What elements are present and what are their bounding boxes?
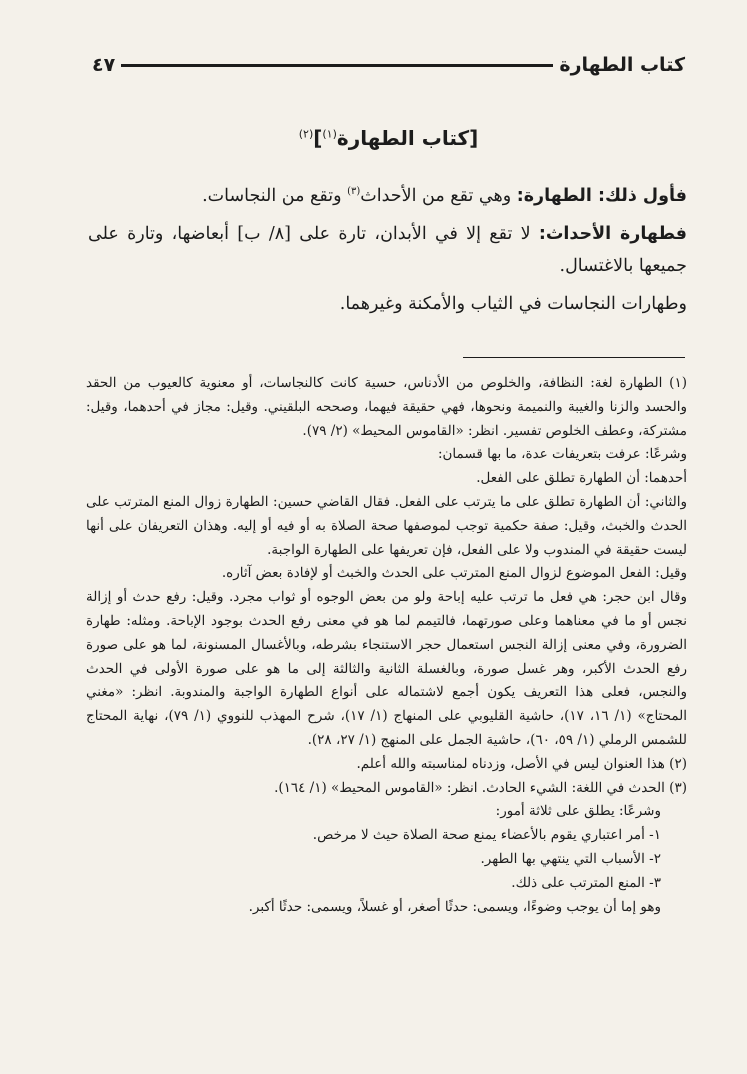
main-text: [88, 176, 687, 326]
footnotes: [86, 372, 687, 919]
term-lead: فأول ذلك: الطهارة:: [516, 185, 687, 206]
footnote-line: وشرعًا: يطلق على ثلاثة أمور:: [495, 803, 661, 820]
footnote-1: (١) الطهارة لغة: النظافة، والخلوص من الأدناس، حسية كانت كالنجاسات، أو معنوية كالعيوب من الحقد والحسد والزنا والغيبة والنميمة ونحوها، فهي حقيقة فيهما، وصححه البلقيني. وقيل: مجاز في أحدهما، وقيل: مشتركة، وعطف الخلوص تفسير. انظر: «القاموس المحيط» (٢/ ٧٩).: [86, 375, 687, 439]
footnote-line: وهو إما أن يوجب وضوءًا، ويسمى: حدثًا أصغر، أو غسلاً، ويسمى: حدثًا أكبر.: [248, 898, 661, 915]
footnote-line: أحدهما: أن الطهارة تطلق على الفعل.: [476, 470, 687, 487]
footnote-2: (٢) هذا العنوان ليس في الأصل، وزدناه لمناسبته والله أعلم.: [356, 755, 687, 772]
page-number: ٤٧: [92, 54, 116, 76]
chapter-title-text: [كتاب الطهارة: [336, 126, 479, 150]
footnote-separator: [463, 357, 685, 358]
chapter-title: [92, 126, 685, 150]
footnote-ref-1: (١): [322, 127, 337, 141]
paragraph-text: وتقع من النجاسات.: [202, 185, 348, 206]
footnote-list-item: ٣- المنع المترتب على ذلك.: [511, 874, 661, 891]
footnote-ref-2: (٢): [298, 127, 314, 141]
header-rule: [121, 64, 553, 67]
chapter-title-bracket: ]: [313, 126, 323, 150]
footnote-line: والثاني: أن الطهارة تطلق على ما يترتب على الفعل. فقال القاضي حسين: الطهارة زوال المنع المترتب على الحدث والخبث، وقيل: صفة حكمية توجب لموصفها صحة الصلاة به أو فيه أو إليه. وهذان التعريفان على أنها ليست حقيقة في المندوب ولا على الفعل، فإن تعريفها على الطهارة الواجبة.: [86, 493, 687, 558]
paragraph: [88, 218, 687, 282]
paragraph-text: لا تقع إلا في الأبدان، تارة على [٨/ ب] أبعاضها، وتارة على جميعها بالاغتسال.: [88, 223, 687, 276]
footnote-list-item: ١- أمر اعتباري يقوم بالأعضاء يمنع صحة الصلاة حيث لا مرخص.: [312, 827, 661, 844]
footnote-line: وقيل: الفعل الموضوع لزوال المنع المترتب على الحدث والخبث أو لإفادة بعض آثاره.: [221, 565, 687, 582]
footnote-line: وقال ابن حجر: هي فعل ما ترتب عليه إباحة ولو من بعض الوجوه أو ثواب مجرد. وقيل: رفع حدث أو إزالة نجس أو ما في معناهما وعلى صورتهما، فالتيمم لما هو في معنى رفع الحدث بوجود الإباحة. ومثله: طهارة الضرورة، وفي معنى إزالة النجس استعمال حجر الاستنجاء بشرطه، وبالأغسال المسنونة، لما هو على صورة رفع الحدث الأكبر، وهر غسل صورة، وبالغسلة الثانية والثالثة إلى ما هو على صورة الأولى في الحدث والنجس، فعلى هذا التعريف يكون أجمع لاشتماله على أنواع الطهارة الواجبة والمندوبة. انظر: «مغني المحتاج» (١/ ١٦، ١٧)، حاشية القليوبي على المنهاج (١/ ١٧)، شرح المهذب للنووي (١/ ٧٩)، نهاية المحتاج للشمس الرملي (١/ ٥٩، ٦٠)، حاشية الجمل على المنهج (١/ ٢٧، ٢٨).: [86, 589, 688, 748]
running-header: [92, 50, 685, 80]
footnote-line: وشرعًا: عرفت بتعريفات عدة، ما بها قسمان:: [437, 446, 687, 463]
footnote-ref-3: (٣): [347, 186, 361, 197]
footnote-3: (٣) الحدث في اللغة: الشيء الحادث. انظر: «القاموس المحيط» (١/ ١٦٤).: [274, 779, 687, 796]
paragraph: [88, 176, 687, 212]
footnote-list-item: ٢- الأسباب التي ينتهي بها الطهر.: [480, 850, 661, 867]
term-lead: فطهارة الأحداث:: [538, 223, 687, 244]
paragraph: وطهارات النجاسات في الثياب والأمكنة وغيرهما.: [339, 293, 687, 314]
book-title: كتاب الطهارة: [559, 54, 685, 76]
paragraph-text: وهي تقع من الأحداث: [360, 185, 517, 206]
